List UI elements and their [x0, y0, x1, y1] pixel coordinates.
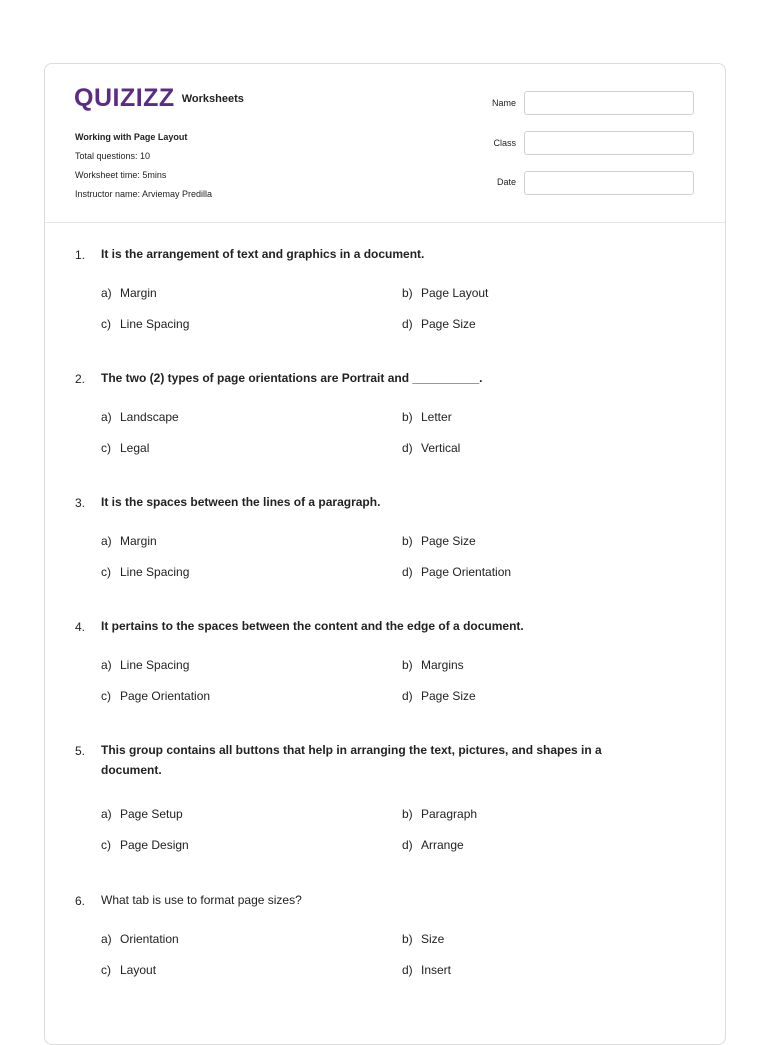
option-text: Line Spacing	[120, 317, 190, 331]
option-letter: a)	[101, 658, 112, 672]
option-text: Page Setup	[120, 807, 183, 821]
option-letter: c)	[101, 441, 111, 455]
question-text: What tab is use to format page sizes?	[101, 893, 302, 907]
option-text: Margins	[421, 658, 464, 672]
worksheet-title: Working with Page Layout	[75, 132, 188, 142]
question-text: It pertains to the spaces between the content and the edge of a document.	[101, 619, 524, 633]
option-letter: b)	[402, 807, 413, 821]
option-letter: a)	[101, 286, 112, 300]
class-label: Class	[493, 138, 516, 148]
option-text: Arrange	[421, 838, 464, 852]
date-label: Date	[496, 177, 516, 187]
worksheet-meta	[75, 128, 212, 204]
option-text: Paragraph	[421, 807, 478, 821]
option-text: Margin	[120, 286, 157, 300]
worksheet-header	[45, 64, 725, 223]
option-c	[101, 838, 189, 852]
question-number: 2.	[75, 372, 86, 386]
option-text: Vertical	[421, 441, 461, 455]
option-letter: c)	[101, 689, 111, 703]
option-b	[402, 807, 477, 821]
question-text: This group contains all buttons that help in arranging the text, pictures, and shapes in a document.	[101, 743, 602, 777]
option-letter: b)	[402, 658, 413, 672]
question-number: 3.	[75, 496, 86, 510]
question-text: The two (2) types of page orientations are Portrait and __________.	[101, 371, 483, 385]
option-text: Page Size	[421, 534, 476, 548]
option-c	[101, 689, 210, 703]
name-label: Name	[491, 98, 516, 108]
option-text: Page Orientation	[120, 689, 211, 703]
option-b	[402, 534, 476, 548]
option-letter: a)	[101, 807, 112, 821]
option-letter: d)	[402, 441, 413, 455]
option-b	[402, 410, 452, 424]
option-letter: d)	[402, 838, 413, 852]
option-text: Letter	[421, 410, 452, 424]
option-c	[101, 441, 149, 455]
question-number: 4.	[75, 620, 86, 634]
option-a	[101, 286, 157, 300]
total-questions: Total questions: 10	[75, 151, 151, 161]
option-a	[101, 534, 157, 548]
option-letter: d)	[402, 689, 413, 703]
quizizz-logo	[74, 84, 244, 113]
logo-wordmark: QUIZIZZ	[74, 84, 175, 112]
option-letter: c)	[101, 963, 111, 977]
option-letter: c)	[101, 838, 111, 852]
option-letter: b)	[402, 286, 413, 300]
option-letter: d)	[402, 963, 413, 977]
question-number: 5.	[75, 744, 86, 758]
option-a	[101, 410, 179, 424]
option-d	[402, 565, 511, 579]
option-letter: a)	[101, 932, 112, 946]
option-text: Page Size	[421, 317, 476, 331]
option-letter: c)	[101, 317, 111, 331]
option-b	[402, 932, 444, 946]
option-text: Line Spacing	[120, 658, 190, 672]
option-letter: d)	[402, 565, 413, 579]
option-d	[402, 838, 464, 852]
question-number: 1.	[75, 248, 86, 262]
class-field[interactable]	[524, 131, 694, 155]
option-letter: b)	[402, 410, 413, 424]
question-text: It is the arrangement of text and graphics in a document.	[101, 247, 425, 261]
option-c	[101, 317, 189, 331]
option-a	[101, 932, 179, 946]
question-text: It is the spaces between the lines of a paragraph.	[101, 495, 381, 509]
option-text: Page Layout	[421, 286, 489, 300]
option-a	[101, 658, 189, 672]
option-c	[101, 565, 189, 579]
option-d	[402, 441, 460, 455]
option-letter: d)	[402, 317, 413, 331]
worksheet-time: Worksheet time: 5mins	[75, 170, 167, 180]
name-field[interactable]	[524, 91, 694, 115]
option-text: Margin	[120, 534, 157, 548]
option-text: Page Orientation	[421, 565, 512, 579]
option-text: Landscape	[120, 410, 179, 424]
date-field[interactable]	[524, 171, 694, 195]
option-text: Size	[421, 932, 445, 946]
logo-product-name: Worksheets	[181, 93, 244, 105]
option-letter: a)	[101, 534, 112, 548]
option-text: Page Design	[120, 838, 189, 852]
option-text: Orientation	[120, 932, 179, 946]
instructor-name: Instructor name: Arviemay Predilla	[75, 189, 213, 199]
option-letter: c)	[101, 565, 111, 579]
option-letter: a)	[101, 410, 112, 424]
option-letter: b)	[402, 932, 413, 946]
option-text: Page Size	[421, 689, 476, 703]
worksheet-card	[44, 63, 726, 1045]
option-text: Line Spacing	[120, 565, 190, 579]
option-text: Layout	[120, 963, 157, 977]
option-d	[402, 317, 476, 331]
option-b	[402, 286, 488, 300]
option-text: Insert	[421, 963, 452, 977]
question-number: 6.	[75, 894, 86, 908]
option-a	[101, 807, 183, 821]
option-d	[402, 963, 451, 977]
option-letter: b)	[402, 534, 413, 548]
option-b	[402, 658, 464, 672]
option-text: Legal	[120, 441, 150, 455]
option-d	[402, 689, 476, 703]
option-c	[101, 963, 156, 977]
